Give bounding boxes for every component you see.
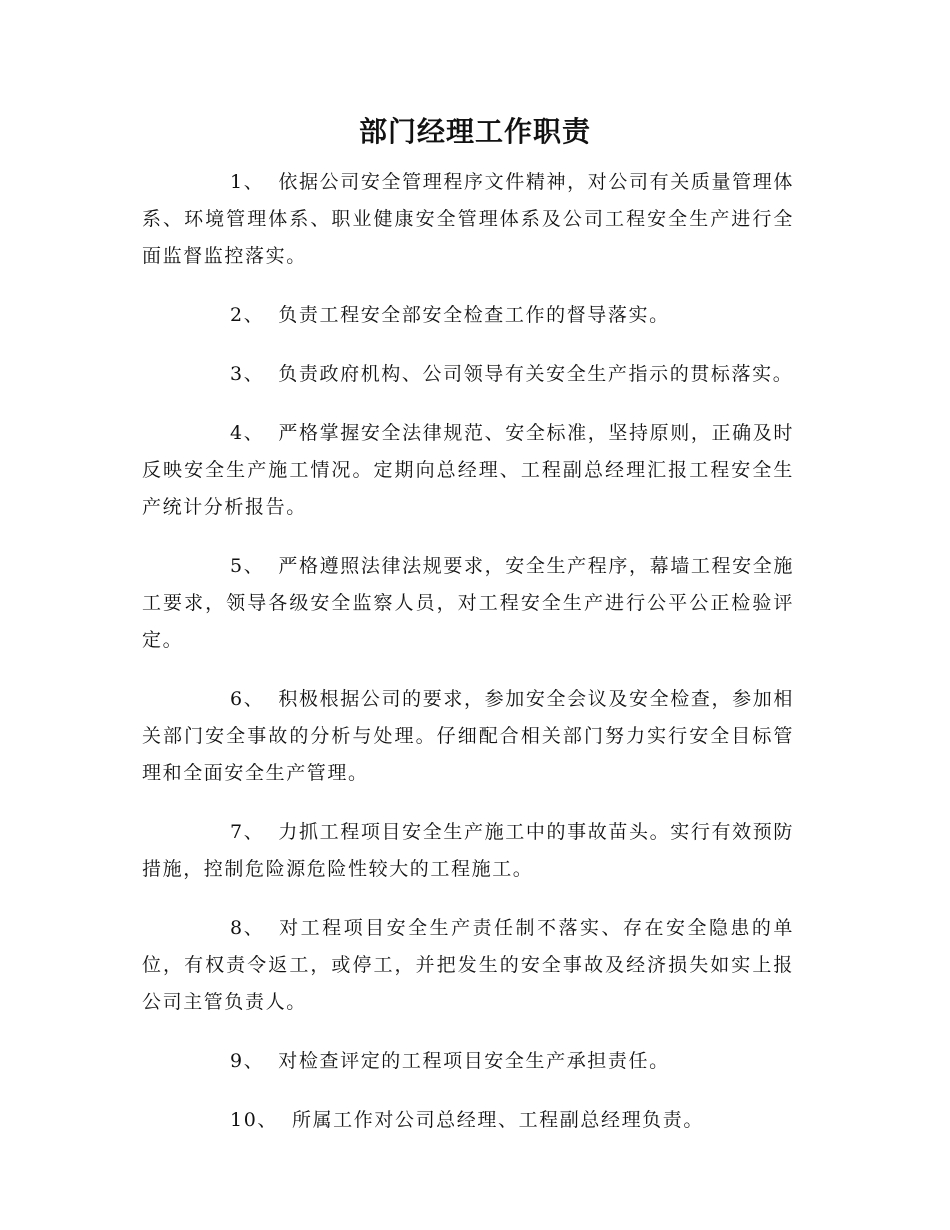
item-text: 负责政府机构、公司领导有关安全生产指示的贯标落实。 <box>278 363 794 385</box>
item-number: 2、 <box>230 304 265 326</box>
list-item <box>142 1043 794 1080</box>
item-text: 所属工作对公司总经理、工程副总经理负责。 <box>291 1109 704 1131</box>
item-text: 对检查评定的工程项目安全生产承担责任。 <box>278 1050 670 1072</box>
item-text: 负责工程安全部安全检查工作的督导落实。 <box>278 304 670 326</box>
document-body <box>142 164 794 1161</box>
item-text: 依据公司安全管理程序文件精神，对公司有关质量管理体系、环境管理体系、职业健康安全管理体系及公司工程安全生产进行全面监督监控落实。 <box>142 171 794 267</box>
item-number: 4、 <box>230 422 265 444</box>
list-item <box>142 1102 794 1139</box>
item-text: 积极根据公司的要求，参加安全会议及安全检查，参加相关部门安全事故的分析与处理。仔细配合相关部门努力实行安全目标管理和全面安全生产管理。 <box>142 688 794 784</box>
item-number: 9、 <box>230 1050 265 1072</box>
document-title: 部门经理工作职责 <box>358 115 591 148</box>
list-item <box>142 681 794 792</box>
list-item <box>142 910 794 1021</box>
item-number: 7、 <box>230 821 265 843</box>
list-item <box>142 164 794 275</box>
list-item <box>142 297 794 334</box>
list-item <box>142 548 794 659</box>
item-number: 8、 <box>230 917 265 939</box>
item-text: 对工程项目安全生产责任制不落实、存在安全隐患的单位，有权责令返工，或停工，并把发生的安全事故及经济损失如实上报公司主管负责人。 <box>142 917 794 1013</box>
item-text: 力抓工程项目安全生产施工中的事故苗头。实行有效预防措施，控制危险源危险性较大的工程施工。 <box>142 821 794 880</box>
item-number: 10、 <box>230 1109 278 1131</box>
item-text: 严格遵照法律法规要求，安全生产程序，幕墙工程安全施工要求，领导各级安全监察人员，对工程安全生产进行公平公正检验评定。 <box>142 555 794 651</box>
item-number: 6、 <box>230 688 265 710</box>
item-number: 3、 <box>230 363 265 385</box>
item-number: 5、 <box>230 555 265 577</box>
list-item <box>142 356 794 393</box>
list-item <box>142 415 794 526</box>
list-item <box>142 814 794 888</box>
item-text: 严格掌握安全法律规范、安全标准，坚持原则，正确及时反映安全生产施工情况。定期向总经理、工程副总经理汇报工程安全生产统计分析报告。 <box>142 422 794 518</box>
item-number: 1、 <box>230 171 265 193</box>
